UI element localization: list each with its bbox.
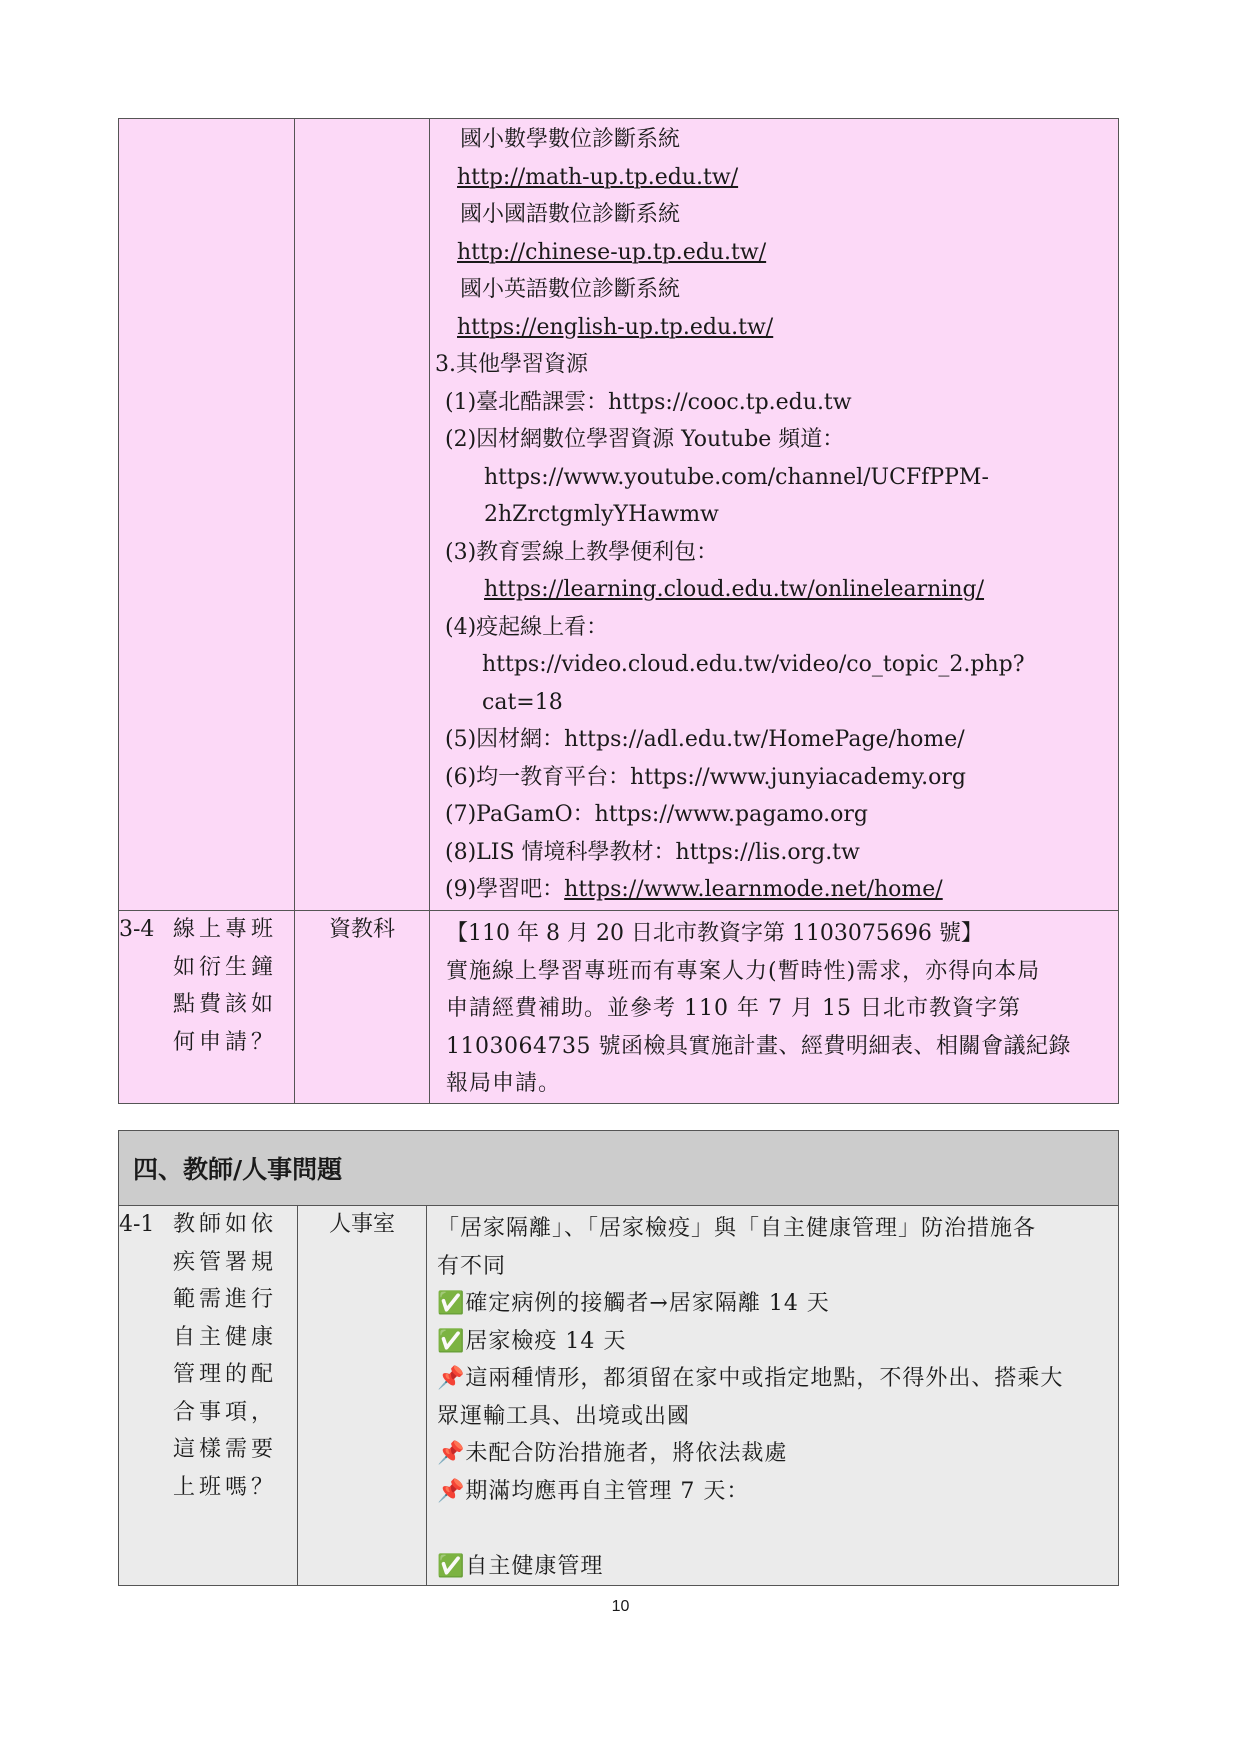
resource-line [430, 759, 1118, 797]
q41-answer-line: ✅居家檢疫 14 天 [437, 1328, 627, 1354]
resources-list [430, 119, 1118, 909]
resource-link-text[interactable]: https://www.learnmode.net/home/ [564, 877, 943, 902]
resource-line [430, 871, 1118, 909]
q41-answer-line: 📌這兩種情形，都須留在家中或指定地點，不得外出、搭乘大 [437, 1366, 1064, 1391]
q41-answer-line: ✅確定病例的接觸者→居家隔離 14 天 [437, 1291, 830, 1316]
resource-line [430, 121, 1118, 159]
section-header-row [119, 1131, 1119, 1206]
resources-answer-cell [430, 119, 1119, 911]
resource-line-text: 國小英語數位診斷系統 [460, 277, 681, 302]
resource-line [430, 684, 1118, 722]
resource-link-text[interactable]: https://learning.cloud.edu.tw/onlinelearning/ [484, 577, 985, 602]
resource-link-text[interactable]: http://chinese-up.tp.edu.tw/ [457, 239, 767, 265]
resource-link[interactable] [430, 234, 1118, 272]
resource-link-text[interactable]: http://math-up.tp.edu.tw/ [457, 164, 739, 190]
resource-line [430, 384, 1118, 422]
q34-dept: 資教科 [295, 911, 430, 1104]
resource-line [430, 271, 1118, 309]
q41-answer-line: 📌期滿均應再自主管理 7 天： [437, 1478, 750, 1504]
resource-line-text: (7)PaGamO：https://www.pagamo.org [445, 802, 868, 827]
resource-line-text: https://video.cloud.edu.tw/video/co_topic_2.php? [482, 652, 1025, 677]
table-row-q34 [119, 911, 1119, 1104]
resource-line-text: (8)LIS 情境科學教材：https://lis.org.tw [445, 839, 860, 865]
q34-number: 3-4 [119, 917, 155, 942]
q41-number: 4-1 [119, 1212, 155, 1237]
resource-link[interactable] [430, 309, 1118, 347]
q41-answer-line: 眾運輸工具、出境或出國 [437, 1403, 691, 1429]
resource-line-text: 國小國語數位診斷系統 [460, 202, 681, 227]
resources-question-cell [119, 119, 295, 911]
q34-answer-line: 報局申請。 [446, 1071, 562, 1096]
resource-line-text: (4)疫起線上看： [445, 614, 609, 640]
table-row-resources [119, 119, 1119, 911]
table-section-4 [118, 1130, 1119, 1586]
table-row-q41 [119, 1206, 1119, 1586]
resource-line [430, 609, 1118, 647]
resource-line [430, 796, 1118, 834]
q41-answer-line: 有不同 [437, 1253, 507, 1279]
q41-answer-line: ✅自主健康管理 [437, 1553, 604, 1579]
resource-line [430, 534, 1118, 572]
resource-link[interactable] [430, 571, 1118, 609]
resource-line-text: (9)學習吧： [445, 877, 565, 902]
resource-line-text: 國小數學數位診斷系統 [460, 127, 681, 152]
q41-answer-cell [427, 1206, 1119, 1586]
resource-line [430, 459, 1118, 497]
resource-line-text: (3)教育雲線上教學便利包： [445, 539, 719, 565]
section-title: 四、教師/人事問題 [133, 1155, 343, 1184]
q41-question: 教師如依疾管署規範需進行自主健康管理的配合事項，這樣需要上班嗎？ [173, 1212, 278, 1500]
q34-answer-line: 實施線上學習專班而有專案人力(暫時性)需求，亦得向本局 [446, 958, 1041, 984]
q34-question: 線上專班如衍生鐘點費該如何申請？ [173, 917, 278, 1055]
resource-line-text: (1)臺北酷課雲：https://cooc.tp.edu.tw [445, 389, 852, 415]
q34-answer-cell [430, 911, 1119, 1104]
resource-line [430, 346, 1118, 384]
q34-answer-line: 1103064735 號函檢具實施計畫、經費明細表、相關會議紀錄 [446, 1033, 1071, 1059]
resource-line-text: https://www.youtube.com/channel/UCFfPPM- [484, 464, 989, 490]
q34-answer-line: 【110 年 8 月 20 日北市教資字第 1103075696 號】 [446, 921, 983, 946]
resource-line-text: (6)均一教育平台：https://www.junyiacademy.org [445, 764, 966, 790]
resource-link[interactable] [430, 159, 1118, 197]
section-header [119, 1131, 1119, 1206]
q41-answer-line: 「居家隔離」、「居家檢疫」與「自主健康管理」防治措施各 [437, 1216, 1037, 1241]
resources-dept-cell [295, 119, 430, 911]
q34-answer-line: 申請經費補助。並參考 110 年 7 月 15 日北市教資字第 [446, 996, 1021, 1021]
q34-question-cell [119, 911, 295, 1104]
resource-line-text: 3.其他學習資源 [435, 352, 588, 377]
resource-line [430, 196, 1118, 234]
q41-question-cell [119, 1206, 298, 1586]
resource-line [430, 421, 1118, 459]
resource-line [430, 496, 1118, 534]
page-number: 10 [611, 1598, 630, 1615]
resource-line-text: cat=18 [482, 689, 563, 715]
resource-line [430, 834, 1118, 872]
resource-line-text: (2)因材網數位學習資源 Youtube 頻道： [445, 427, 845, 452]
q41-answer-line [437, 1510, 1118, 1548]
table-section-3 [118, 118, 1119, 1104]
q41-dept: 人事室 [298, 1206, 427, 1586]
resource-line [430, 721, 1118, 759]
q41-answer-line: 📌未配合防治措施者，將依法裁處 [437, 1441, 788, 1466]
resource-line-text: (5)因材網：https://adl.edu.tw/HomePage/home/ [445, 727, 965, 752]
resource-link-text[interactable]: https://english-up.tp.edu.tw/ [457, 314, 774, 340]
resource-line-text: 2hZrctgmlyYHawmw [484, 502, 719, 527]
resource-line [430, 646, 1118, 684]
